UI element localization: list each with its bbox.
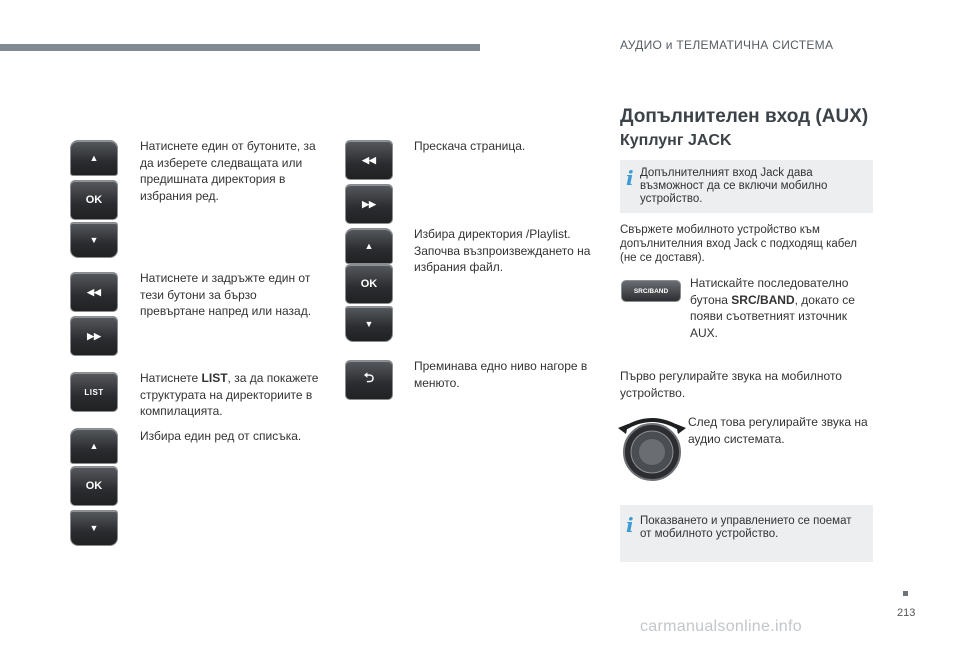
forward-button-1[interactable] — [70, 316, 118, 356]
up-arrow-icon: ▲ — [89, 153, 99, 163]
col3-text-1: Свържете мобилното устройство към допълнителния вход Jack с подходящ кабел (не се доставя). — [620, 224, 857, 264]
rewind-button-1[interactable] — [70, 272, 118, 312]
col3-text-4: След това регулирайте звука на аудио системата. — [688, 415, 868, 446]
ok-button-3[interactable] — [345, 264, 393, 304]
ok-label: OK — [85, 194, 103, 206]
col1-text-2: Натиснете и задръжте един от тези бутони за бързо превъртане напред или назад. — [140, 271, 312, 318]
rewind-button-2[interactable] — [345, 140, 393, 180]
src-band-label: SRC/BAND — [633, 287, 669, 295]
col3-text-3: Първо регулирайте звука на мобилното устройство. — [620, 369, 842, 400]
col3-text-2: Натискайте последователно бутона SRC/BAND, докато се появи съответният източник AUX. — [690, 276, 855, 340]
info-note-2-text: Показването и управлението се поемат от мобилното устройство. — [640, 515, 852, 540]
down-arrow-icon: ▼ — [89, 523, 99, 533]
watermark: carmanualsonline.info — [640, 618, 802, 635]
col1-text-3: Натиснете LIST, за да покажете структурата на директориите в компилацията. — [140, 371, 319, 418]
volume-knob-icon[interactable] — [618, 414, 686, 482]
col1-text-1: Натиснете един от бутоните, за да изберете следващата или предишната директория в избрания ред. — [140, 139, 316, 203]
col2-text-2: Избира директория /Playlist. Започва възпроизвеждането на избрания файл. — [414, 227, 591, 274]
list-label: LIST — [84, 387, 104, 397]
fast-forward-icon: ▶▶ — [362, 198, 376, 209]
info-note-2 — [620, 505, 873, 562]
fast-forward-icon: ▶▶ — [87, 330, 101, 341]
down-button-2[interactable] — [70, 510, 118, 546]
ok-label: OK — [360, 278, 378, 290]
src-band-button[interactable] — [621, 280, 681, 302]
down-button-3[interactable] — [345, 306, 393, 342]
back-arrow-icon: ⮌ — [363, 370, 375, 385]
back-button[interactable] — [345, 360, 393, 400]
info-note-1 — [620, 160, 873, 213]
section-heading: Допълнителен вход (AUX) — [620, 106, 869, 127]
rewind-icon: ◀◀ — [87, 286, 101, 297]
info-icon: i — [626, 513, 634, 537]
down-arrow-icon: ▼ — [364, 319, 374, 329]
page-number: 213 — [897, 607, 916, 619]
col2-text-1: Прескача страница. — [414, 139, 526, 153]
down-button-1[interactable] — [70, 222, 118, 258]
down-arrow-icon: ▼ — [89, 235, 99, 245]
header-bar — [0, 44, 480, 51]
page-marker — [903, 591, 908, 596]
ok-button-2[interactable] — [70, 466, 118, 506]
up-arrow-icon: ▲ — [364, 241, 374, 251]
up-button-2[interactable] — [70, 428, 118, 464]
section-subheading: Куплунг JACK — [620, 132, 732, 149]
list-button[interactable] — [70, 372, 118, 412]
ok-button-1[interactable] — [70, 180, 118, 220]
up-arrow-icon: ▲ — [89, 441, 99, 451]
rewind-icon: ◀◀ — [362, 154, 376, 165]
up-button-3[interactable] — [345, 228, 393, 264]
header-title: АУДИО и ТЕЛЕМАТИЧНА СИСТЕМА — [620, 38, 834, 52]
col2-text-3: Преминава едно ниво нагоре в менюто. — [414, 359, 588, 390]
ok-label: OK — [85, 480, 103, 492]
up-button-1[interactable] — [70, 140, 118, 176]
info-note-1-text: Допълнителният вход Jack дава възможност да се включи мобилно устройство. — [640, 167, 828, 205]
col1-text-4: Избира един ред от списъка. — [140, 429, 302, 443]
forward-button-2[interactable] — [345, 184, 393, 224]
info-icon: i — [626, 166, 634, 190]
